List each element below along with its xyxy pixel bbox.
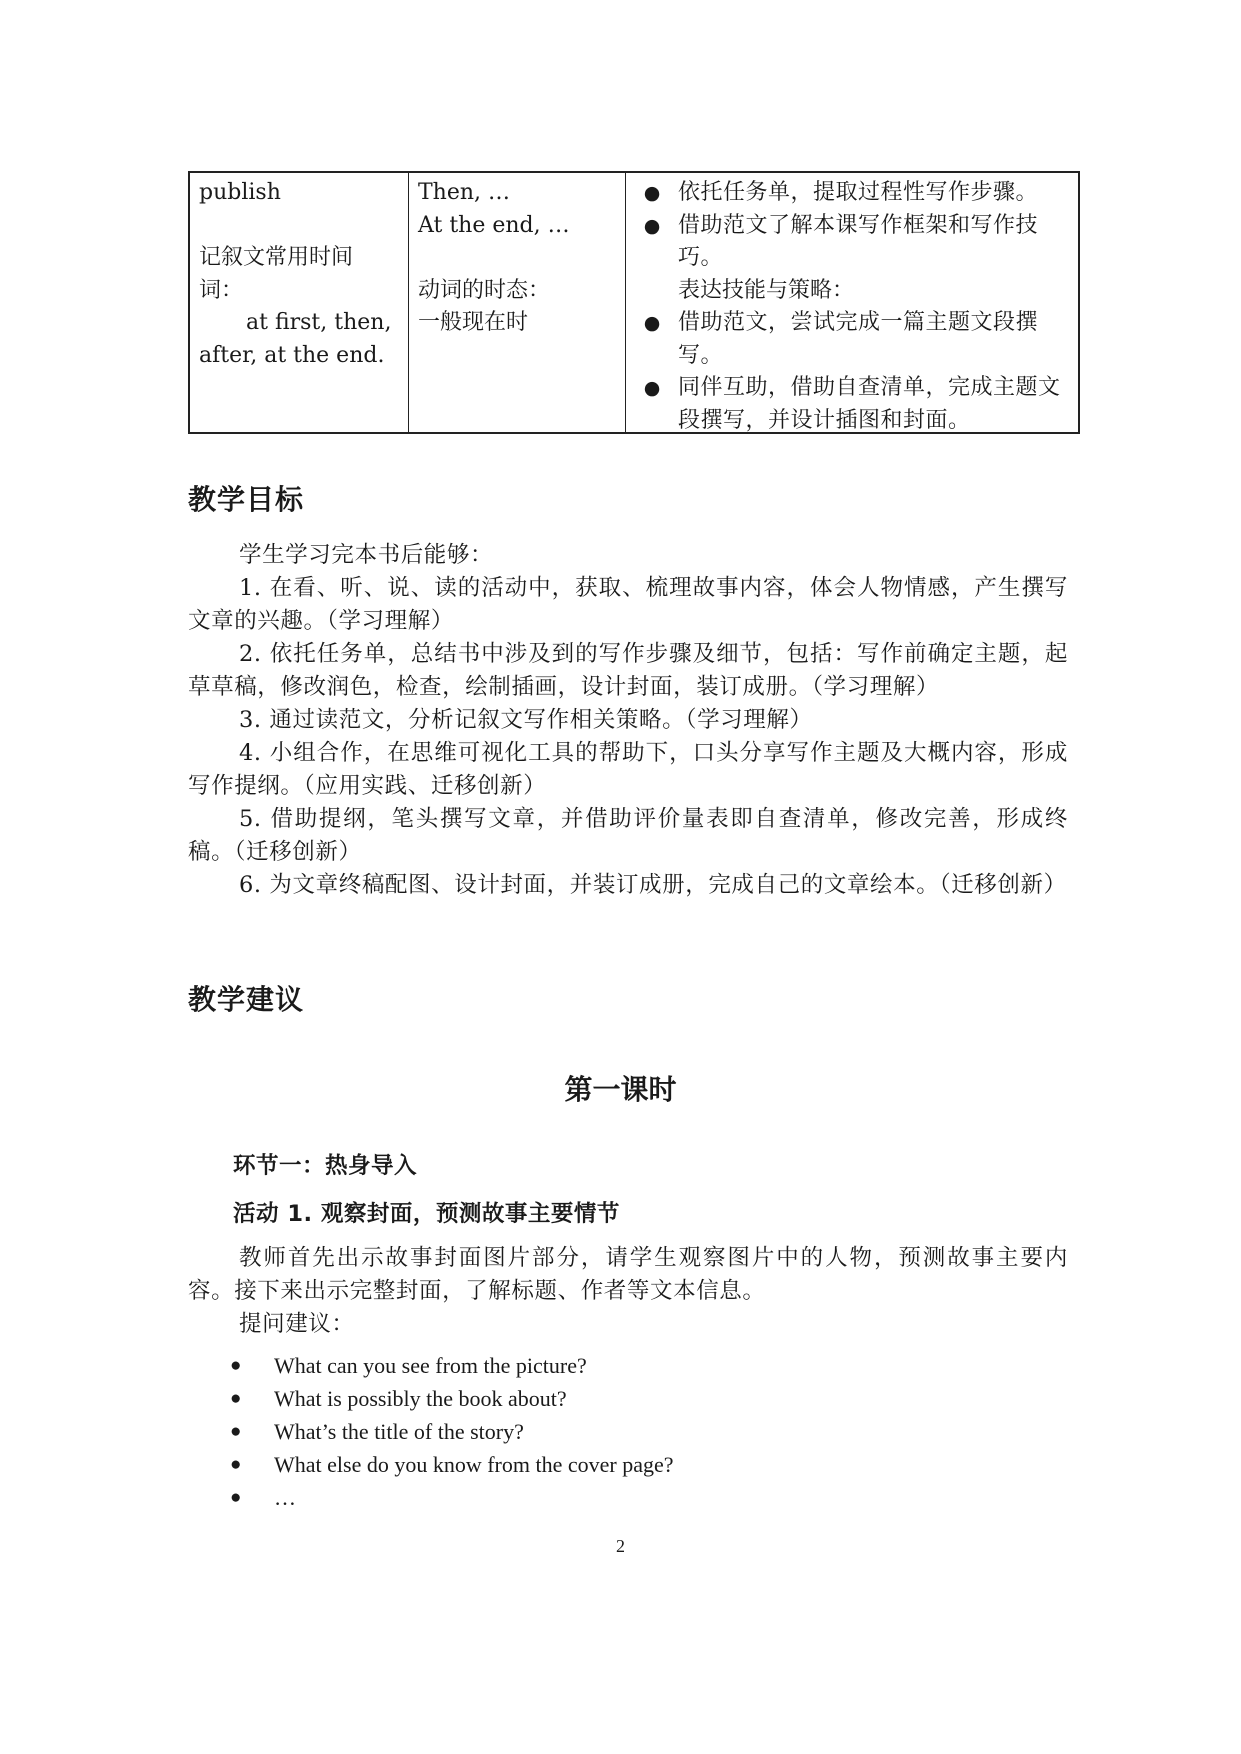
bullet-icon: ● [230, 1487, 242, 1508]
table-cell-text: 词： [199, 277, 244, 303]
table-cell-text: publish [199, 180, 281, 205]
step-heading: 环节一：热身导入 [233, 1153, 418, 1179]
list-item: ● What’s the title of the story? [230, 1415, 674, 1448]
list-item: ● 借助范文了解本课写作框架和写作技巧。 [626, 210, 1070, 275]
objective-item: 2. 依托任务单，总结书中涉及到的写作步骤及细节，包括：写作前确定主题，起草草稿，修改润色，检查，绘制插画，设计封面，装订成册。（学习理解） [188, 641, 1068, 700]
table-cell-text: at first, then, [246, 310, 392, 335]
bullet-icon: ● [643, 182, 661, 204]
lesson-title: 第一课时 [564, 1073, 677, 1106]
bullet-icon: ● [230, 1355, 242, 1376]
activity-body [188, 1242, 1068, 1341]
table-column-2 [409, 173, 626, 432]
list-item: ● 借助范文，尝试完成一篇主题文段撰写。 [626, 307, 1070, 372]
table-cell-text: At the end, … [418, 212, 570, 238]
table-cell-text: Then, … [418, 180, 511, 205]
writing-steps-table [188, 171, 1080, 434]
table-cell-text: 动词的时态： [418, 277, 551, 303]
list-item: ● What else do you know from the cover page? [230, 1448, 674, 1481]
bullet-icon: ● [643, 214, 661, 237]
activity-heading: 活动 1. 观察封面，预测故事主要情节 [233, 1201, 620, 1227]
list-item: ● 同伴互助，借助自查清单，完成主题文段撰写，并设计插图和封面。 [626, 372, 1070, 437]
bullet-icon: ● [230, 1454, 242, 1475]
table-column-1 [190, 173, 409, 432]
activity-paragraph: 教师首先出示故事封面图片部分，请学生观察图片中的人物，预测故事主要内容。接下来出示完整封面，了解标题、作者等文本信息。 [188, 1245, 1068, 1304]
list-item: ● 依托任务单，提取过程性写作步骤。 [626, 177, 1070, 210]
prompt-label: 提问建议： [239, 1311, 355, 1337]
page-number: 2 [616, 1536, 625, 1556]
list-item: ● What can you see from the picture? [230, 1349, 674, 1382]
bullet-icon: ● [643, 377, 661, 399]
bullet-icon: ● [230, 1421, 242, 1442]
table-cell-text: 一般现在时 [418, 310, 529, 335]
bullet-icon: ● [643, 312, 661, 334]
objective-item: 3. 通过读范文，分析记叙文写作相关策略。（学习理解） [239, 707, 813, 733]
table-cell-text: after, at the end. [199, 342, 385, 368]
objective-item: 5. 借助提纲，笔头撰写文章，并借助评价量表即自查清单，修改完善，形成终稿。（迁移创新） [188, 806, 1068, 865]
objective-item: 1. 在看、听、说、读的活动中，获取、梳理故事内容，体会人物情感，产生撰写文章的兴趣。（学习理解） [188, 575, 1068, 634]
section-title-objectives: 教学目标 [188, 483, 305, 516]
table-cell-text: 记叙文常用时间 [199, 245, 354, 270]
table-subheading: 表达技能与策略： [678, 277, 855, 303]
bullet-icon: ● [230, 1388, 242, 1409]
objective-item: 6. 为文章终稿配图、设计封面，并装订成册，完成自己的文章绘本。（迁移创新） [239, 872, 1067, 898]
section-title-suggestions: 教学建议 [188, 983, 305, 1016]
objectives-intro: 学生学习完本书后能够： [239, 542, 494, 568]
list-item: ● What is possibly the book about? [230, 1382, 674, 1415]
objective-item: 4. 小组合作，在思维可视化工具的帮助下，口头分享写作主题及大概内容，形成写作提纲。（应用实践、迁移创新） [188, 740, 1068, 799]
table-column-3 [626, 173, 1078, 432]
objectives-body [188, 539, 1068, 902]
list-item: ● … [230, 1481, 674, 1514]
question-list [230, 1349, 674, 1514]
